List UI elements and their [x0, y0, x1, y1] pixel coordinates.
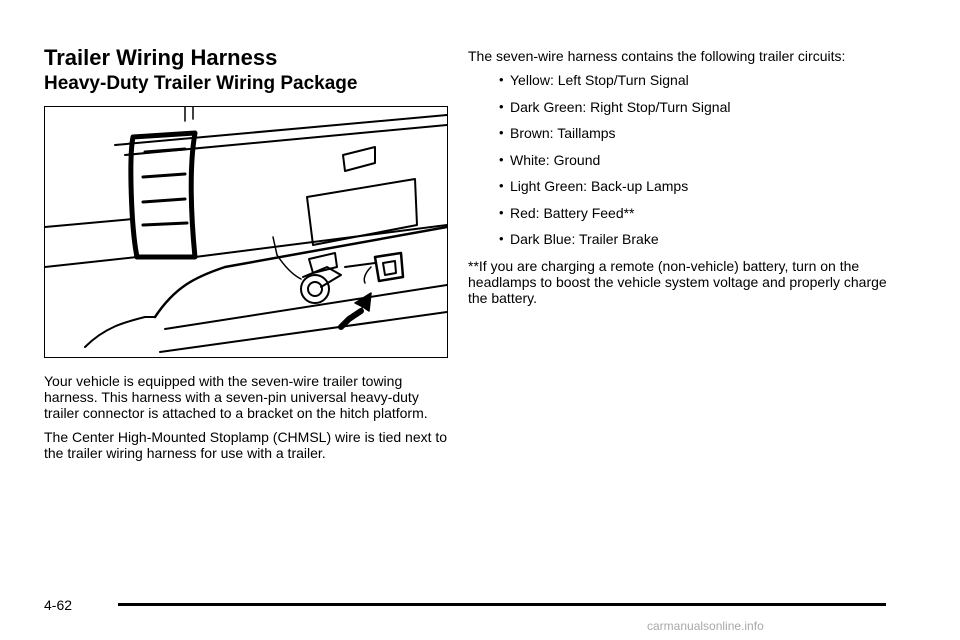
list-item	[468, 125, 908, 141]
bullet-icon: •	[499, 125, 504, 140]
page-number: 4-62	[44, 597, 73, 613]
list-item	[468, 178, 908, 194]
bullet-icon: •	[499, 204, 504, 220]
circuit-label: Dark Blue: Trailer Brake	[510, 231, 659, 247]
circuit-label: Dark Green: Right Stop/Turn Signal	[510, 98, 731, 115]
watermark: carmanualsonline.info	[647, 619, 764, 633]
circuit-label: Brown: Taillamps	[510, 125, 616, 141]
right-column	[468, 48, 908, 306]
battery-charging-note: **If you are charging a remote (non-vehicle) battery, turn on the headlamps to boost the vehicle system voltage and properly charge the battery.	[468, 257, 887, 306]
circuits-intro: The seven-wire harness contains the following trailer circuits:	[468, 48, 846, 64]
bullet-icon: •	[499, 98, 504, 114]
bullet-icon: •	[499, 178, 504, 193]
list-item	[468, 72, 908, 88]
bullet-icon: •	[499, 231, 504, 246]
circuit-label: Light Green: Back-up Lamps	[510, 178, 689, 194]
bullet-icon: •	[499, 151, 504, 167]
trailer-hitch-illustration	[44, 106, 448, 358]
list-item	[468, 99, 908, 115]
chmsl-note: The Center High-Mounted Stoplamp (CHMSL) wire is tied next to the trailer wiring harness for use with a trailer.	[44, 429, 448, 461]
footer-rule	[118, 603, 886, 606]
list-item	[468, 152, 908, 168]
circuit-list	[468, 72, 908, 247]
left-column	[44, 44, 448, 461]
circuit-label: White: Ground	[510, 151, 601, 168]
bullet-icon: •	[499, 72, 504, 87]
harness-description: Your vehicle is equipped with the seven-wire trailer towing harness. This harness with a seven-pin universal heavy-duty trailer connector is attached to a bracket on the hitch platform.	[44, 373, 428, 421]
section-title: Trailer Wiring Harness	[44, 45, 278, 70]
subsection-title: Heavy-Duty Trailer Wiring Package	[44, 73, 358, 94]
circuit-label: Red: Battery Feed**	[510, 204, 635, 221]
list-item	[468, 205, 908, 221]
list-item	[468, 231, 908, 247]
circuit-label: Yellow: Left Stop/Turn Signal	[510, 72, 689, 88]
